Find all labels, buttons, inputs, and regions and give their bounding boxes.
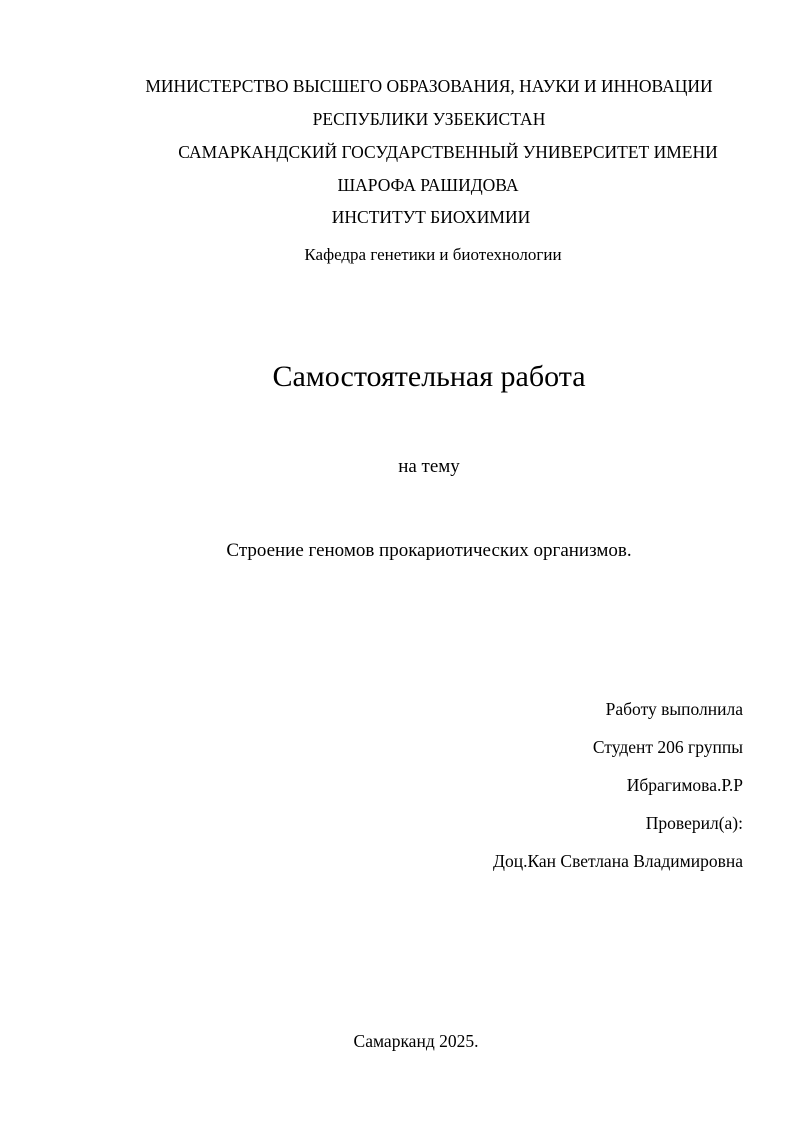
city-year: Самарканд 2025. [353,1031,479,1051]
university-line: САМАРКАНДСКИЙ ГОСУДАРСТВЕННЫЙ УНИВЕРСИТЕТ ИМЕНИ [178,142,718,162]
document-subtitle: на тему [398,456,460,477]
student-name: Ибрагимова.Р.Р [626,775,743,795]
document-title: Самостоятельная работа [272,360,586,393]
ministry-line: МИНИСТЕРСТВО ВЫСШЕГО ОБРАЗОВАНИЯ, НАУКИ И ИННОВАЦИИ [145,76,713,96]
institute-line: ИНСТИТУТ БИОХИМИИ [331,207,531,227]
document-topic: Строение геномов прокариотических организмов. [226,540,632,561]
checked-by-label: Проверил(а): [645,813,743,833]
republic-line: РЕСПУБЛИКИ УЗБЕКИСТАН [312,109,546,129]
performed-by-label: Работу выполнила [605,699,743,719]
student-group: Студент 206 группы [592,737,743,757]
supervisor-name: Доц.Кан Светлана Владимировна [493,851,743,871]
department-line: Кафедра генетики и биотехнологии [304,245,562,264]
university-name-line: ШАРОФА РАШИДОВА [337,175,519,195]
